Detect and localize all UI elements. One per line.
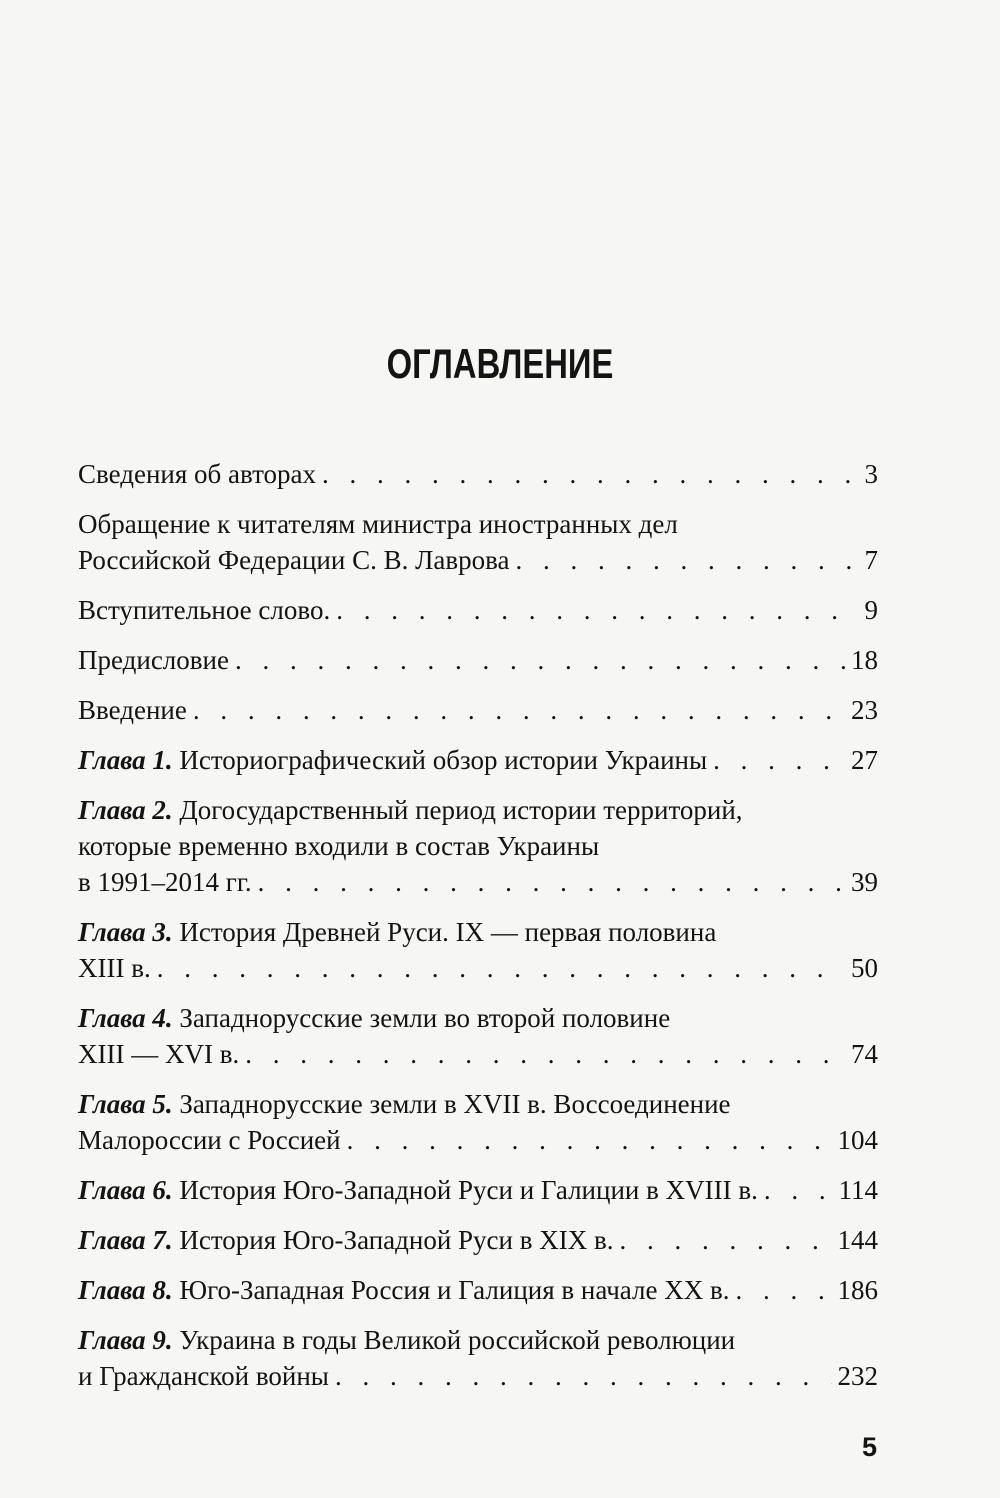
toc-entry-chapter-6 bbox=[78, 1172, 878, 1208]
entry-title: Сведения об авторах bbox=[78, 459, 316, 489]
chapter-label: Глава 2. bbox=[78, 795, 173, 825]
toc-entry-chapter-7 bbox=[78, 1222, 878, 1258]
entry-line: Украина в годы Великой российской революции bbox=[179, 1325, 736, 1355]
entry-title: Историографический обзор истории Украины bbox=[179, 745, 708, 775]
entry-line: История Древней Руси. IX — первая половина bbox=[179, 917, 717, 947]
dot-leader bbox=[245, 1036, 845, 1072]
page-number: 5 bbox=[862, 1432, 878, 1462]
page-ref: 186 bbox=[837, 1275, 878, 1305]
dot-leader bbox=[619, 1222, 831, 1258]
entry-line: которые временно входили в состав Украины bbox=[78, 831, 600, 861]
toc-entry-chapter-2 bbox=[78, 792, 878, 900]
dot-leader bbox=[258, 864, 845, 900]
dot-leader bbox=[193, 692, 845, 728]
page-title: ОГЛАВЛЕНИЕ bbox=[386, 340, 614, 387]
toc-entry-chapter-9 bbox=[78, 1322, 878, 1394]
entry-title: Малороссии с Россией bbox=[78, 1125, 341, 1155]
chapter-label: Глава 9. bbox=[78, 1325, 173, 1355]
toc-entry bbox=[78, 692, 878, 728]
toc-entry-chapter-8 bbox=[78, 1272, 878, 1308]
page-ref: 9 bbox=[864, 595, 878, 625]
dot-leader bbox=[713, 742, 845, 778]
entry-title: История Юго-Западной Руси в XIX в. bbox=[179, 1225, 614, 1255]
dot-leader bbox=[764, 1172, 833, 1208]
dot-leader bbox=[157, 950, 845, 986]
dot-leader bbox=[335, 1358, 832, 1394]
entry-title: Вступительное слово. bbox=[78, 595, 331, 625]
dot-leader bbox=[347, 1122, 832, 1158]
page-ref: 144 bbox=[837, 1225, 878, 1255]
entry-title: Российской Федерации С. В. Лаврова bbox=[78, 545, 510, 575]
toc-entry bbox=[78, 456, 878, 492]
entry-line: Западнорусские земли во второй половине bbox=[179, 1003, 671, 1033]
toc-entry bbox=[78, 506, 878, 578]
toc-entry-chapter-3 bbox=[78, 914, 878, 986]
chapter-label: Глава 5. bbox=[78, 1089, 173, 1119]
dot-leader bbox=[516, 542, 859, 578]
chapter-label: Глава 3. bbox=[78, 917, 173, 947]
dot-leader bbox=[235, 642, 845, 678]
entry-title: История Юго-Западной Руси и Галиции в XVIII в. bbox=[179, 1175, 758, 1205]
toc-entry bbox=[78, 592, 878, 628]
toc-entry bbox=[78, 642, 878, 678]
chapter-label: Глава 8. bbox=[78, 1275, 173, 1305]
entry-title: Введение bbox=[78, 695, 187, 725]
page-ref: 114 bbox=[838, 1175, 878, 1205]
dot-leader bbox=[336, 592, 858, 628]
page-ref: 23 bbox=[851, 695, 878, 725]
toc-entry-chapter-5 bbox=[78, 1086, 878, 1158]
page-ref: 18 bbox=[851, 645, 878, 675]
page-ref: 7 bbox=[864, 545, 878, 575]
page-ref: 3 bbox=[864, 459, 878, 489]
page-ref: 232 bbox=[837, 1361, 878, 1391]
entry-line: Догосударственный период истории территорий, bbox=[179, 795, 743, 825]
entry-title: в 1991–2014 гг. bbox=[78, 867, 252, 897]
page-ref: 27 bbox=[851, 745, 878, 775]
entry-title: Предисловие bbox=[78, 645, 229, 675]
chapter-label: Глава 7. bbox=[78, 1225, 173, 1255]
entry-title: XIII — XVI в. bbox=[78, 1039, 240, 1069]
entry-title: XIII в. bbox=[78, 953, 151, 983]
entry-title: Юго-Западная Россия и Галиция в начале XX в. bbox=[179, 1275, 730, 1305]
page-ref: 104 bbox=[837, 1125, 878, 1155]
chapter-label: Глава 6. bbox=[78, 1175, 173, 1205]
toc-entry-chapter-1 bbox=[78, 742, 878, 778]
dot-leader bbox=[735, 1272, 831, 1308]
chapter-label: Глава 1. bbox=[78, 745, 173, 775]
table-of-contents bbox=[78, 456, 878, 1394]
entry-line: Западнорусские земли в XVII в. Воссоединение bbox=[179, 1089, 731, 1119]
toc-entry-chapter-4 bbox=[78, 1000, 878, 1072]
dot-leader bbox=[322, 456, 859, 492]
chapter-label: Глава 4. bbox=[78, 1003, 173, 1033]
page-ref: 50 bbox=[851, 953, 878, 983]
page-ref: 74 bbox=[851, 1039, 878, 1069]
entry-line: Обращение к читателям министра иностранных дел bbox=[78, 509, 678, 539]
entry-title: и Гражданской войны bbox=[78, 1361, 329, 1391]
page-ref: 39 bbox=[851, 867, 878, 897]
